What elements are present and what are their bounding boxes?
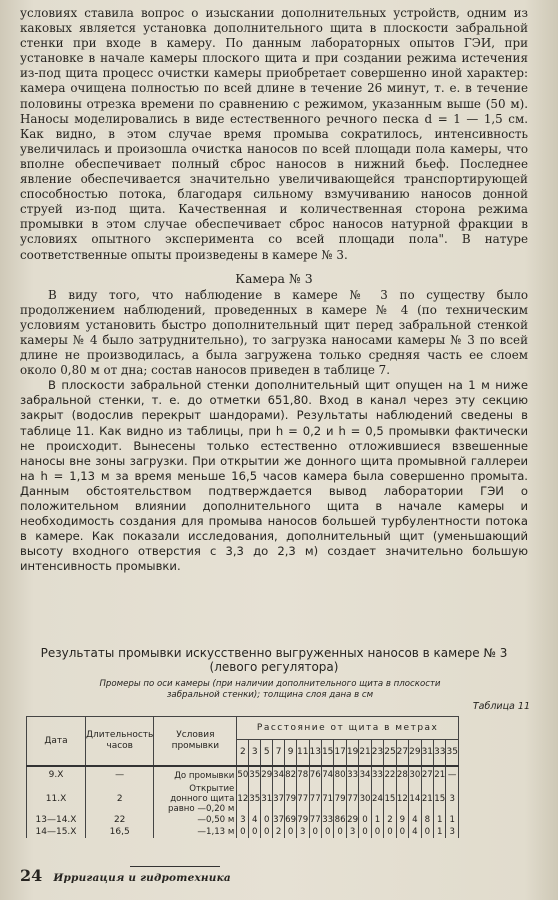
cell-value: 1 [434, 826, 446, 838]
cell-value: 1 [371, 814, 383, 826]
cell-value: 29 [261, 766, 273, 784]
cell-value: 30 [359, 784, 371, 814]
cell-value: 35 [249, 784, 261, 814]
cell-value: 1 [446, 814, 458, 826]
cell-value: 28 [396, 766, 408, 784]
paragraph-intro: условиях ставила вопрос о изыскании дополнительных устройств, одним из каковых является установка дополнительного щита в плоскости забральной стенки при входе в камеру. По данным лабораторных опытов ГЭИ, при установке в начале камеры плоского щита и при создании режима истечения из-под щита процесс очистки камеры приобретает совершенно иной характер: камера очищена полностью по всей длине в течение 26 минут, т. е. в течение половины отрезка времени по сравнению с режимом, указанным выше (50 м). Наносы моделировались в виде естественного речного песка d = 1 — 1,5 см. Как видно, в этом случае время промыва сократилось, интенсивность увеличилась и произошла очистка наносов по всей площади пола камеры, что вполне обеспечивает полный сброс наносов в нижний бьеф. Последнее явление обеспечивается значительно увеличивающейся транспортирующей способностью потока, благодаря сильному взмучиванию наносов донной струей из-под щита. Качественная и количественная сторона режима промывки в этом случае обеспечивает сброс наносов натурной фракции в условиях опытного эксперимента со всей площади пола". В натуре соответственные опыты произведены в камере № 3. [20, 6, 528, 262]
cell-value: 0 [359, 814, 371, 826]
body-text [20, 6, 528, 574]
distance-header-cell: 7 [273, 740, 285, 766]
cell-value: 37 [273, 784, 285, 814]
cell-value: 77 [309, 784, 321, 814]
distance-header-cell: 15 [321, 740, 333, 766]
distance-header-cell: 17 [334, 740, 346, 766]
distance-header-cell: 33 [434, 740, 446, 766]
cell-value: 0 [421, 826, 433, 838]
distance-header-cell: 21 [359, 740, 371, 766]
distance-header-cell: 27 [396, 740, 408, 766]
cell-value: 80 [334, 766, 346, 784]
table-row [27, 766, 459, 784]
page-number: 24 [20, 866, 43, 885]
cell-duration: 16,5 [86, 826, 154, 838]
cell-value: 0 [285, 826, 297, 838]
page-footer [20, 866, 231, 885]
cell-value: 15 [434, 784, 446, 814]
cell-value: 15 [384, 784, 396, 814]
cell-value: 0 [237, 826, 249, 838]
table-subtitle-line2: забральной стенки); толщина слоя дана в см [166, 690, 374, 700]
table-row [27, 784, 459, 814]
cell-value: 31 [261, 784, 273, 814]
cell-duration: — [86, 766, 154, 784]
cell-value: 0 [309, 826, 321, 838]
cell-value: 37 [273, 814, 285, 825]
cell-duration: 2 [86, 784, 154, 814]
cell-value: 33 [322, 814, 334, 825]
table-title [20, 646, 528, 674]
distance-header-cell: 25 [384, 740, 396, 766]
section-heading: Камера № 3 [235, 270, 313, 286]
cell-value: 3 [346, 826, 358, 838]
cell-value: 21 [421, 784, 433, 814]
cell-value: 30 [409, 766, 421, 784]
cell-value: 76 [309, 766, 321, 784]
cell-conditions: —1,13 м [154, 826, 237, 838]
cell-value: 0 [396, 826, 408, 838]
table-subtitle [60, 679, 480, 701]
cell-value: 34 [273, 766, 285, 784]
distance-header-cell: 3 [249, 740, 261, 766]
cell-date: 9.X [27, 766, 86, 784]
table-body [27, 766, 459, 838]
cell-value: 9 [396, 814, 408, 826]
cell-date: 13—14.X [27, 814, 86, 826]
cell-value: 77 [309, 814, 321, 825]
cell-value: 0 [261, 814, 273, 826]
cell-value: 3 [237, 814, 249, 826]
cell-conditions: Открытие донного щита равно —0,20 м [154, 784, 237, 814]
cell-value: 69 [285, 814, 297, 825]
cell-conditions: До промывки [154, 766, 237, 784]
distance-header-cell: 19 [346, 740, 358, 766]
cell-value: 86 [334, 814, 346, 825]
cell-date: 14—15.X [27, 826, 86, 838]
cell-value: 29 [347, 814, 359, 825]
cell-value: 4 [249, 814, 261, 826]
cell-value: 0 [371, 826, 383, 838]
cell-value: 4 [409, 826, 421, 838]
cell-value: 34 [359, 766, 371, 784]
cell-value: 71 [321, 784, 333, 814]
cell-value: 2 [273, 826, 285, 838]
cell-value: 0 [321, 826, 333, 838]
table-title-line2: (левого регулятора) [209, 660, 339, 674]
header-distance: Расстояние от щита в метрах [237, 717, 459, 740]
cell-value: 0 [384, 826, 396, 838]
distance-header-cell: 9 [285, 740, 297, 766]
cell-value: — [446, 766, 458, 784]
cell-value: 35 [249, 766, 261, 784]
cell-conditions: —0,50 м [154, 814, 237, 826]
distance-header-cell: 2 [237, 740, 249, 766]
distance-header-cell: 13 [309, 740, 321, 766]
cell-date: 11.X [27, 784, 86, 814]
table-subtitle-line1: Промеры по оси камеры (при наличии дополнительного щита в плоскости [99, 679, 441, 689]
table-row [27, 814, 459, 826]
footer-rule [130, 866, 220, 867]
journal-name: Ирригация и гидротехника [53, 872, 231, 884]
header-date: Дата [27, 717, 86, 767]
distance-header-cell: 23 [371, 740, 383, 766]
cell-value: 33 [371, 766, 383, 784]
cell-value: 0 [249, 826, 261, 838]
cell-value: 0 [334, 826, 346, 838]
cell-value: 3 [297, 826, 309, 838]
table-title-line1: Результаты промывки искусственно выгруженных наносов в камере № 3 [40, 646, 508, 660]
cell-value: 14 [409, 784, 421, 814]
cell-value: 77 [297, 784, 309, 814]
cell-value: 50 [237, 766, 249, 784]
cell-value: 0 [359, 826, 371, 838]
cell-value: 33 [346, 766, 358, 784]
cell-value: 78 [297, 766, 309, 784]
cell-value: 24 [371, 784, 383, 814]
cell-value: 82 [285, 766, 297, 784]
table-row [27, 826, 459, 838]
paragraph-camera3-1: В виду того, что наблюдение в камере № 3 по существу было продолжением наблюдений, проведенных в камере № 4 (по техническим условиям установить быстро дополнительный щит перед забральной стенкой камеры № 4 было затруднительно), то загрузка наносами камеры № 3 по всей длине не производилась, а была загружена только средняя часть ее слоем около 0,80 м от дна; состав наносов приведен в таблице 7. [20, 287, 528, 378]
cell-value: 77 [346, 784, 358, 814]
cell-value: 79 [334, 784, 346, 814]
cell-duration: 22 [86, 814, 154, 826]
distance-header-cell: 29 [409, 740, 421, 766]
header-duration: Длительность часов [86, 717, 154, 767]
cell-value: 22 [384, 766, 396, 784]
paragraph-camera3-2: В плоскости забральной стенки дополнительный щит опущен на 1 м ниже забральной стенки, т. е. до отметки 651,80. Вход в канал через эту секцию закрыт (водослив перекрыт шандорами). Результаты наблюдений сведены в таблице 11. Как видно из таблицы, при h = 0,2 и h = 0,5 промывки фактически не происходит. Вынесены только естественно отложившиеся взвешенные наносы вне зоны загрузки. При открытии же донного щита промывной галлереи на h = 1,13 м за время меньше 16,5 часов камера была совершенно промыта. Данным обстоятельством подтверждается вывод лаборатории ГЭИ о положительном влиянии дополнительного щита в начале камеры и необходимость создания для промыва наносов большей турбулентности потока в камере. Как показали исследования, дополнительный щит (уменьшающий высоту входного отверстия с 3,3 до 2,3 м) создает значительно большую интенсивность промывки. [20, 378, 528, 574]
cell-value: 0 [261, 826, 273, 838]
distance-header-cell: 35 [446, 740, 458, 766]
cell-value: 3 [446, 826, 458, 838]
cell-value: 12 [237, 784, 249, 814]
distance-header-cell: 11 [297, 740, 309, 766]
cell-value: 2 [384, 814, 396, 826]
cell-value: 79 [285, 784, 297, 814]
cell-value: 4 [409, 814, 421, 826]
cell-value: 8 [421, 814, 433, 826]
cell-value: 1 [434, 814, 446, 826]
cell-value: 12 [396, 784, 408, 814]
cell-value: 21 [434, 766, 446, 784]
table-number: Таблица 11 [472, 701, 530, 712]
cell-value: 27 [421, 766, 433, 784]
cell-value: 74 [321, 766, 333, 784]
distance-header-cell: 31 [421, 740, 433, 766]
cell-value: 79 [297, 814, 309, 825]
table-header-row [27, 717, 459, 740]
distance-header-cell: 5 [261, 740, 273, 766]
header-conditions: Условия промывки [154, 717, 237, 767]
cell-value: 3 [446, 784, 458, 814]
results-table [26, 716, 459, 838]
